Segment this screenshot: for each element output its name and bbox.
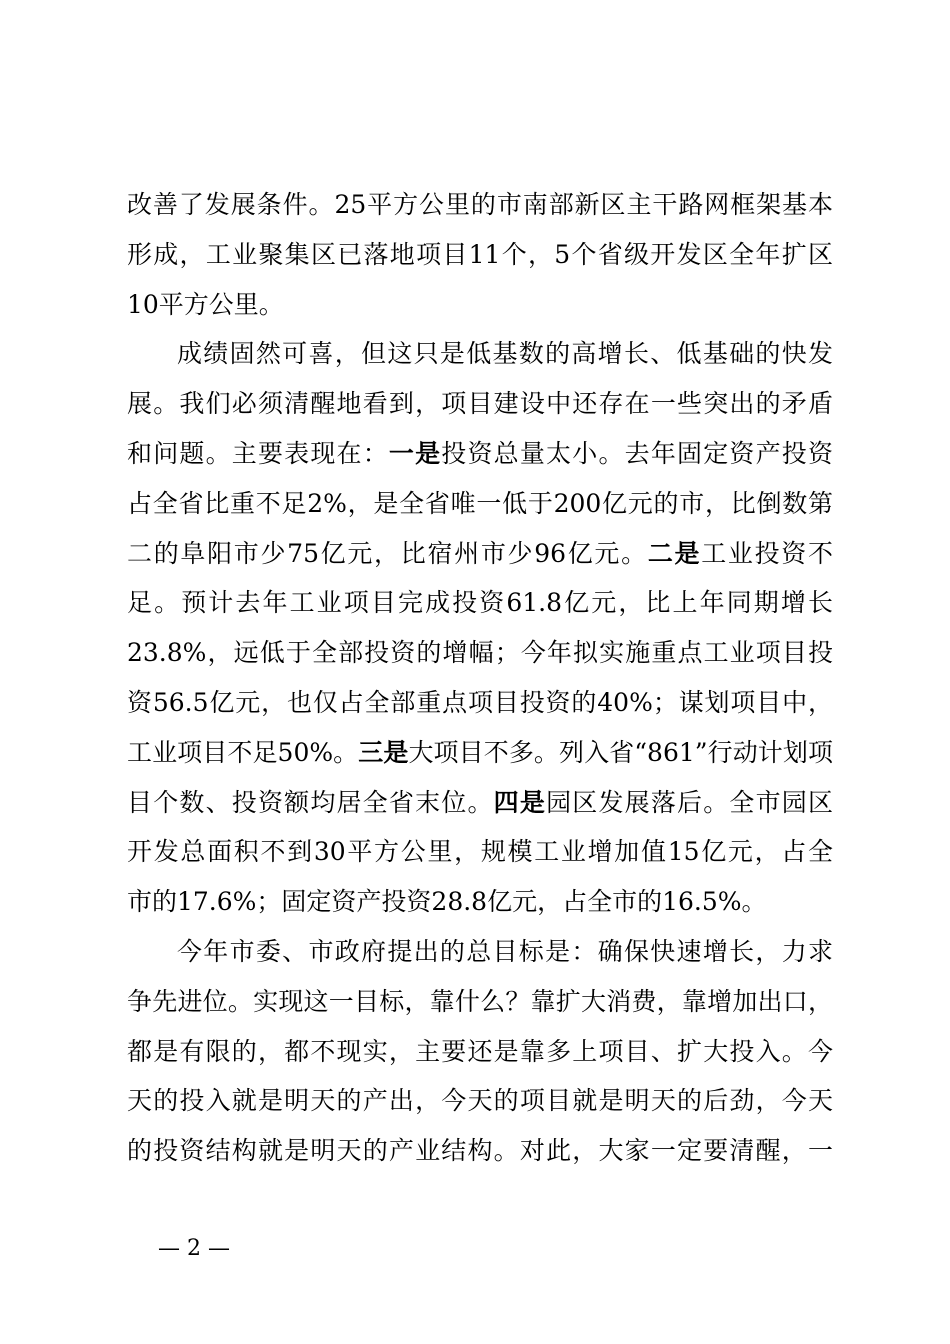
- text-line: [127, 778, 833, 828]
- text-segment: 足。预计去年工业项目完成投资61.8亿元，比上年同期增长: [127, 588, 833, 618]
- text-segment: 二的阜阳市少75亿元，比宿州市少96亿元。: [127, 538, 648, 568]
- text-line: [127, 927, 833, 977]
- text-line: [127, 678, 833, 728]
- text-segment: 展。我们必须清醒地看到，项目建设中还存在一些突出的矛盾: [127, 389, 833, 419]
- text-segment: 市的17.6%；固定资产投资28.8亿元，占全市的16.5%。: [127, 887, 767, 917]
- text-line: [127, 578, 833, 628]
- text-segment: 园区发展落后。全市园区: [546, 787, 833, 817]
- page-number: — 2 —: [158, 1236, 230, 1261]
- text-line: [127, 977, 833, 1027]
- text-segment: 争先进位。实现这一目标，靠什么？靠扩大消费，靠增加出口，: [127, 986, 833, 1016]
- text-segment: 资56.5亿元，也仅占全部重点项目投资的40%；谋划项目中，: [127, 687, 833, 717]
- bold-keyword: 一是: [388, 438, 442, 468]
- text-line: [127, 329, 833, 379]
- text-line: [127, 479, 833, 529]
- text-segment: 的投资结构就是明天的产业结构。对此，大家一定要清醒，一: [127, 1136, 833, 1166]
- text-segment: 开发总面积不到30平方公里，规模工业增加值15亿元，占全: [127, 837, 833, 867]
- text-segment: 工业投资不: [701, 538, 833, 568]
- text-line: [127, 877, 833, 927]
- text-segment: 工业项目不足50%。: [127, 737, 359, 767]
- text-line: [127, 1076, 833, 1126]
- text-line: [127, 230, 833, 280]
- text-line: [127, 1027, 833, 1077]
- text-segment: 23.8%，远低于全部投资的增幅；今年拟实施重点工业项目投: [127, 638, 833, 668]
- bold-keyword: 二是: [647, 538, 702, 568]
- text-segment: 占全省比重不足2%，是全省唯一低于200亿元的市，比倒数第: [127, 488, 833, 518]
- text-line: [127, 429, 833, 479]
- text-line: [127, 529, 833, 579]
- text-segment: 目个数、投资额均居全省末位。: [127, 787, 494, 817]
- text-line: [127, 728, 833, 778]
- text-line: [127, 827, 833, 877]
- text-segment: 成绩固然可喜，但这只是低基数的高增长、低基础的快发: [177, 339, 833, 369]
- text-segment: 投资总量太小。去年固定资产投资: [441, 438, 833, 468]
- text-segment: 今年市委、市政府提出的总目标是：确保快速增长，力求: [177, 936, 833, 966]
- bold-keyword: 三是: [358, 737, 409, 767]
- text-segment: 形成，工业聚集区已落地项目11个，5个省级开发区全年扩区: [127, 239, 833, 269]
- text-line: [127, 180, 833, 230]
- text-segment: 改善了发展条件。25平方公里的市南部新区主干路网框架基本: [127, 190, 833, 219]
- text-line: [127, 1126, 833, 1176]
- text-line: [127, 280, 833, 330]
- text-line: [127, 628, 833, 678]
- text-segment: 大项目不多。列入省“861”行动计划项: [408, 737, 833, 767]
- bold-keyword: 四是: [493, 787, 547, 817]
- body-text: [127, 180, 833, 1176]
- text-segment: 10平方公里。: [127, 289, 284, 319]
- text-segment: 和问题。主要表现在：: [127, 438, 389, 468]
- text-segment: 天的投入就是明天的产出，今天的项目就是明天的后劲，今天: [127, 1086, 833, 1116]
- text-segment: 都是有限的，都不现实，主要还是靠多上项目、扩大投入。今: [127, 1036, 833, 1066]
- text-line: [127, 379, 833, 429]
